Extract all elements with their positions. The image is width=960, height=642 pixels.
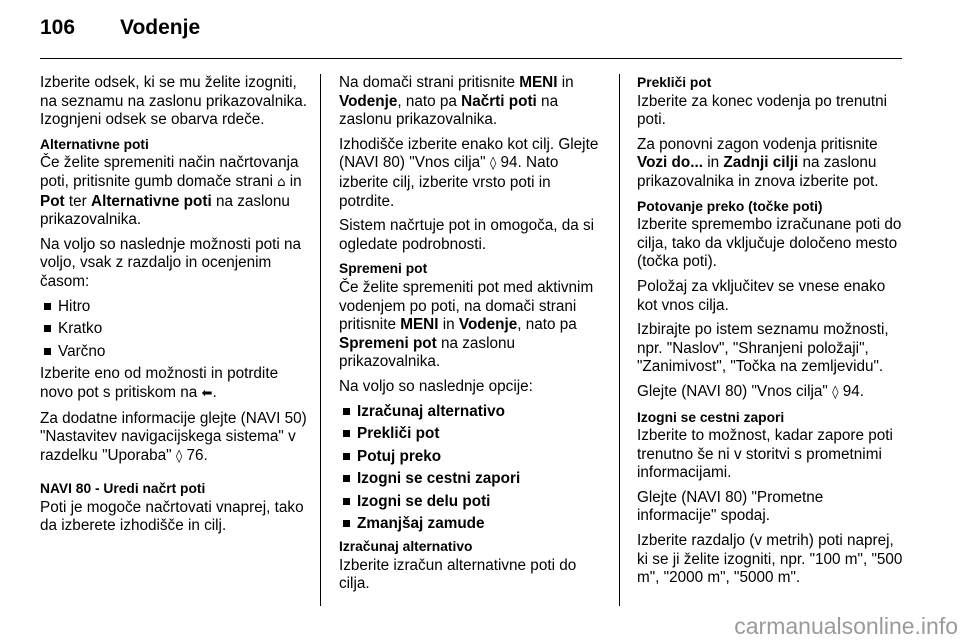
- navi80-paragraph: Poti je mogoče načrtovati vnaprej, tako da izberete izhodišče in cilj.: [40, 498, 304, 535]
- options-paragraph: Na voljo so naslednje možnosti poti na voljo, vsak z razdaljo in ocenjenim časom:: [40, 235, 302, 290]
- bullet-icon: [44, 303, 51, 310]
- via-paragraph-3: Izbirajte po istem seznamu možnosti, npr. "Naslov", "Shranjeni položaji", "Zanimivost", "Točka na zemljevidu".: [637, 321, 889, 376]
- column-2: [339, 74, 607, 600]
- page-title: Vodenje: [120, 16, 201, 39]
- list-item: Izračunaj alternativo: [339, 403, 607, 422]
- section-heading-roadblock: Izogni se cestni zapori: [637, 409, 785, 425]
- watermark: carmanualsonline.info: [734, 613, 958, 639]
- list-item: Potuj preko: [339, 448, 607, 467]
- reference-icon: ◊: [832, 384, 839, 400]
- restart-paragraph: Za ponovni zagon vodenja pritisnite Vozi do... in Zadnji cilji na zaslonu prikazovalnika in znova izberite pot.: [637, 135, 879, 190]
- list-item: Kratko: [40, 320, 308, 339]
- start-point-paragraph: Izhodišče izberite enako kot cilj. Glejte (NAVI 80) "Vnos cilja" ◊ 94. Nato izberite cilj, izberite vrsto poti in potrdite.: [339, 135, 599, 210]
- reference-icon: ◊: [175, 448, 183, 464]
- section-heading-cancel-route: Prekliči pot: [637, 75, 712, 90]
- choose-paragraph: Izberite eno od možnosti in potrdite novo pot s pritiskom na ⬅.: [40, 365, 279, 401]
- list-item: Hitro: [40, 298, 308, 317]
- roadblock-paragraph-2: Glejte (NAVI 80) "Prometne informacije" spodaj.: [637, 488, 824, 525]
- cancel-paragraph: Izberite za konec vodenja po trenutni poti.: [637, 92, 888, 129]
- via-paragraph-4: Glejte (NAVI 80) "Vnos cilja" ◊ 94.: [637, 382, 865, 400]
- section-heading-calc-alternative: Izračunaj alternativo: [339, 539, 473, 555]
- list-item: Zmanjšaj zamude: [339, 515, 607, 534]
- home-icon: ⌂: [277, 174, 286, 190]
- bullet-icon: [343, 408, 350, 415]
- intro-paragraph: Izberite odsek, ki se mu želite izogniti, na seznamu na zaslonu prikazovalnika. Izognjeni odsek se obarva rdeče.: [40, 74, 308, 129]
- via-paragraph-2: Položaj za vključitev se vnese enako kot vnos cilja.: [637, 277, 886, 314]
- section-heading-alternative-routes: Alternativne poti: [40, 136, 149, 152]
- roadblock-paragraph-3: Izberite razdaljo (v metrih) poti naprej, ki se ji želite izogniti, npr. "100 m", "500 m", "2000 m", "5000 m".: [637, 532, 903, 587]
- column-1: [40, 74, 308, 542]
- page-number: 106: [40, 16, 76, 39]
- back-arrow-icon: ⬅: [201, 385, 213, 401]
- list-item: Varčno: [40, 343, 308, 362]
- section-heading-navi80: NAVI 80 - Uredi načrt poti: [40, 481, 206, 497]
- calc-paragraph: Izberite izračun alternativne poti do cilja.: [339, 556, 577, 593]
- bullet-icon: [343, 475, 350, 482]
- button-name-pot: Pot: [40, 192, 65, 210]
- info-paragraph: Za dodatne informacije glejte (NAVI 50) "Nastavitev navigacijskega sistema" v razdelku "Uporaba" ◊ 76.: [40, 409, 307, 464]
- reference-icon: ◊: [489, 156, 497, 172]
- section-heading-waypoints: Potovanje preko (točke poti): [637, 198, 823, 214]
- options-intro: Na voljo so naslednje opcije:: [339, 377, 533, 395]
- header-rule: [40, 58, 902, 59]
- alt-paragraph: Če želite spremeniti način načrtovanja poti, pritisnite gumb domače strani ⌂ in Pot ter Alternativne poti na zaslonu prikazovalnika.: [40, 154, 302, 229]
- list-item: Izogni se cestni zapori: [339, 470, 607, 489]
- bullet-icon: [343, 520, 350, 527]
- column-3: [637, 74, 905, 594]
- via-paragraph-1: Izberite spremembo izračunane poti do cilja, tako da vključuje določeno mesto (točka poti).: [637, 216, 902, 271]
- system-paragraph: Sistem načrtuje pot in omogoča, da si ogledate podrobnosti.: [339, 217, 595, 253]
- roadblock-paragraph-1: Izberite to možnost, kadar zapore poti trenutno še ni v storitvi s prometnimi informacijami.: [637, 427, 893, 482]
- section-heading-change-route: Spremeni pot: [339, 261, 428, 277]
- bullet-icon: [343, 430, 350, 437]
- list-item: Prekliči pot: [339, 425, 607, 444]
- bullet-icon: [343, 498, 350, 505]
- bullet-icon: [343, 453, 350, 460]
- menu-paragraph: Na domači strani pritisnite MENI in Vodenje, nato pa Načrti poti na zaslonu prikazovalnika.: [339, 74, 574, 129]
- column-divider: [619, 74, 620, 606]
- page-header: [40, 16, 200, 40]
- list-item: Izogni se delu poti: [339, 493, 607, 512]
- button-name-alternative: Alternativne poti: [91, 192, 212, 210]
- bullet-icon: [44, 325, 51, 332]
- change-paragraph: Če želite spremeniti pot med aktivnim vodenjem po poti, na domači strani pritisnite MENI in Vodenje, nato pa Spremeni pot na zaslonu prikazovalnika.: [339, 278, 594, 371]
- column-divider: [320, 74, 321, 606]
- bullet-icon: [44, 348, 51, 355]
